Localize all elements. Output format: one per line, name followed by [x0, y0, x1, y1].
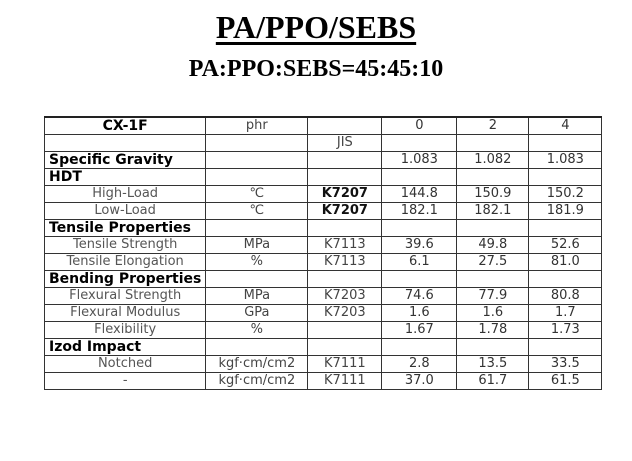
table-row: [45, 237, 602, 254]
row-std: K7207: [308, 186, 382, 203]
row-value-1: 1.6: [382, 305, 457, 322]
row-value-2: 77.9: [457, 288, 529, 305]
row-std: K7111: [308, 356, 382, 373]
row-unit: kgf·cm/cm2: [206, 356, 308, 373]
table-row: [45, 254, 602, 271]
row-value-3: 33.5: [529, 356, 602, 373]
row-value-1: 1.67: [382, 322, 457, 339]
row-unit: %: [206, 254, 308, 271]
properties-table: [44, 116, 602, 390]
row-value-1: 182.1: [382, 203, 457, 220]
row-value-3: 1.7: [529, 305, 602, 322]
row-std: [308, 322, 382, 339]
unit-header: phr: [206, 117, 308, 135]
table-row: [45, 356, 602, 373]
row-std: [308, 152, 382, 169]
table-row: [45, 135, 602, 152]
row-std: K7203: [308, 305, 382, 322]
table-row: [45, 186, 602, 203]
row-value-2: 49.8: [457, 237, 529, 254]
row-value-2: 1.78: [457, 322, 529, 339]
row-value-3: 52.6: [529, 237, 602, 254]
row-std: K7113: [308, 254, 382, 271]
row-unit: GPa: [206, 305, 308, 322]
value-header-3: 4: [529, 117, 602, 135]
section-label: Izod Impact: [45, 339, 206, 356]
row-value-2: 61.7: [457, 373, 529, 390]
table-header-row: [45, 117, 602, 135]
section-label: HDT: [45, 169, 206, 186]
page-title: [0, 8, 632, 46]
table-row: [45, 288, 602, 305]
page-title-text: PA/PPO/SEBS: [215, 9, 417, 45]
row-label: Flexibility: [45, 322, 206, 339]
row-std: K7111: [308, 373, 382, 390]
row-unit: ℃: [206, 186, 308, 203]
row-value-3: 1.083: [529, 152, 602, 169]
row-std: K7207: [308, 203, 382, 220]
std-header: [308, 117, 382, 135]
section-label: Tensile Properties: [45, 220, 206, 237]
section-label: Bending Properties: [45, 271, 206, 288]
grade-header: CX-1F: [45, 117, 206, 135]
row-unit: kgf·cm/cm2: [206, 373, 308, 390]
table-row: [45, 271, 602, 288]
row-value-3: 81.0: [529, 254, 602, 271]
row-value-3: 181.9: [529, 203, 602, 220]
row-label: Flexural Strength: [45, 288, 206, 305]
row-unit: MPa: [206, 237, 308, 254]
row-value-3: 80.8: [529, 288, 602, 305]
row-value-1: 37.0: [382, 373, 457, 390]
table-row: [45, 169, 602, 186]
page-subtitle: PA:PPO:SEBS=45:45:10: [188, 56, 444, 82]
table-row: [45, 305, 602, 322]
table-row: [45, 339, 602, 356]
row-value-2: 13.5: [457, 356, 529, 373]
row-value-3: 61.5: [529, 373, 602, 390]
row-value-1: 144.8: [382, 186, 457, 203]
row-unit: %: [206, 322, 308, 339]
table-row: [45, 322, 602, 339]
row-value-1: 39.6: [382, 237, 457, 254]
row-value-3: 150.2: [529, 186, 602, 203]
row-label: -: [45, 373, 206, 390]
row-unit: MPa: [206, 288, 308, 305]
value-header-2: 2: [457, 117, 529, 135]
row-std: K7113: [308, 237, 382, 254]
row-label: Notched: [45, 356, 206, 373]
table-row: [45, 373, 602, 390]
row-value-2: 27.5: [457, 254, 529, 271]
table-row: [45, 220, 602, 237]
row-label: Tensile Strength: [45, 237, 206, 254]
row-label: High-Load: [45, 186, 206, 203]
row-value-3: 1.73: [529, 322, 602, 339]
row-label: Flexural Modulus: [45, 305, 206, 322]
row-label: Specific Gravity: [45, 152, 206, 169]
row-value-1: 2.8: [382, 356, 457, 373]
jis-header: JIS: [308, 135, 382, 152]
row-unit: [206, 152, 308, 169]
row-label: Tensile Elongation: [45, 254, 206, 271]
row-value-1: 1.083: [382, 152, 457, 169]
row-value-2: 1.082: [457, 152, 529, 169]
row-value-2: 1.6: [457, 305, 529, 322]
row-value-1: 6.1: [382, 254, 457, 271]
row-unit: ℃: [206, 203, 308, 220]
table-row: [45, 203, 602, 220]
row-value-2: 182.1: [457, 203, 529, 220]
row-label: Low-Load: [45, 203, 206, 220]
row-value-2: 150.9: [457, 186, 529, 203]
table-row: [45, 152, 602, 169]
value-header-1: 0: [382, 117, 457, 135]
row-std: K7203: [308, 288, 382, 305]
row-value-1: 74.6: [382, 288, 457, 305]
